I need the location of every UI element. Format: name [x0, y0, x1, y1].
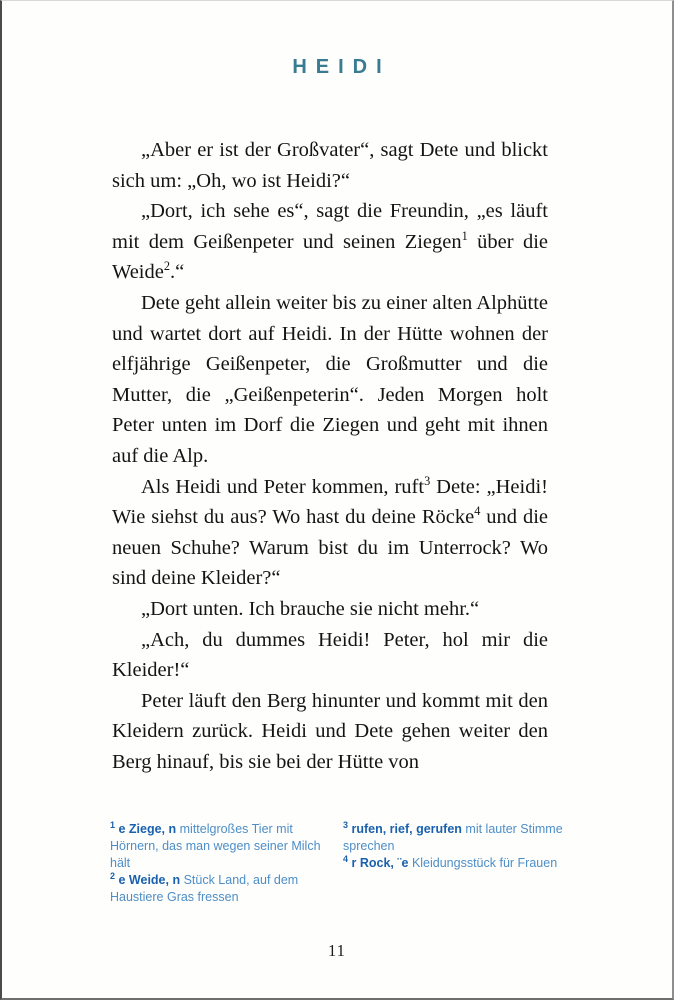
footnote-item — [110, 821, 343, 872]
footnote-definition: mittelgroßes Tier mit Hörnern, das man wegen seiner Milch hält — [110, 822, 321, 870]
paragraph: Peter läuft den Berg hinunter und kommt mit den Kleidern zurück. Heidi und Dete gehen weiter den Berg hinauf, bis sie bei der Hütte von — [112, 689, 548, 773]
footnote-term: e Weide, n — [115, 873, 184, 887]
footnote-term: r Rock, ¨e — [348, 856, 412, 870]
footnote-definition: mit lauter Stimme sprechen — [343, 822, 563, 853]
footnote-item — [343, 855, 565, 872]
footnote-reference: 2 — [163, 259, 171, 274]
footnote-item — [343, 821, 565, 855]
paragraph: Als Heidi und Peter kommen, ruft$^3$ Dete: „Heidi! Wie siehst du aus? Wo hast du deine Röcke$^4$ und die neuen Schuhe? Warum bist du im Unterrock? Wo sind deine Kleider?“ — [112, 473, 548, 590]
paragraph: „Dort, ich sehe es“, sagt die Freundin, „es läuft mit dem Geißenpeter und seinen Ziegen$^1$ über die Weide$^2$.“ — [112, 200, 548, 284]
paragraph: „Aber er ist der Großvater“, sagt Dete und blickt sich um: „Oh, wo ist Heidi?“ — [112, 139, 548, 192]
footnote-reference: 3 — [424, 473, 431, 488]
chapter-title: HEIDI — [292, 56, 391, 78]
footnote-number: 4 — [343, 853, 349, 864]
paragraph: Dete geht allein weiter bis zu einer alten Alphütte und wartet dort auf Heidi. In der Hütte wohnen der elfjährige Geißenpeter, die Großmutter und die Mutter, die „Geißenpeterin“. Jeden Morgen holt Peter unten im Dorf die Ziegen und geht mit ihnen auf die Alp. — [112, 291, 548, 467]
footnote-item — [110, 872, 343, 906]
body-text — [112, 135, 548, 777]
footnote-number: 1 — [110, 819, 116, 830]
paragraph: „Dort unten. Ich brauche sie nicht mehr.“ — [141, 597, 480, 620]
paragraph: „Ach, du dummes Heidi! Peter, hol mir die Kleider!“ — [112, 628, 548, 682]
footnote-number: 3 — [343, 819, 349, 830]
footnote-column-left — [110, 821, 343, 906]
footnote-column-right — [343, 821, 565, 906]
footnote-term: rufen, rief, gerufen — [348, 822, 466, 836]
footnote-reference: 4 — [474, 504, 481, 519]
footnotes — [110, 821, 565, 906]
page-number: 11 — [328, 941, 346, 960]
footnote-definition: Kleidungsstück für Frauen — [411, 856, 558, 870]
footnote-definition: Stück Land, auf dem Haustiere Gras fressen — [110, 873, 299, 904]
footnote-term: e Ziege, n — [115, 822, 180, 836]
footnote-number: 2 — [110, 870, 116, 881]
footnote-reference: 1 — [461, 228, 468, 243]
